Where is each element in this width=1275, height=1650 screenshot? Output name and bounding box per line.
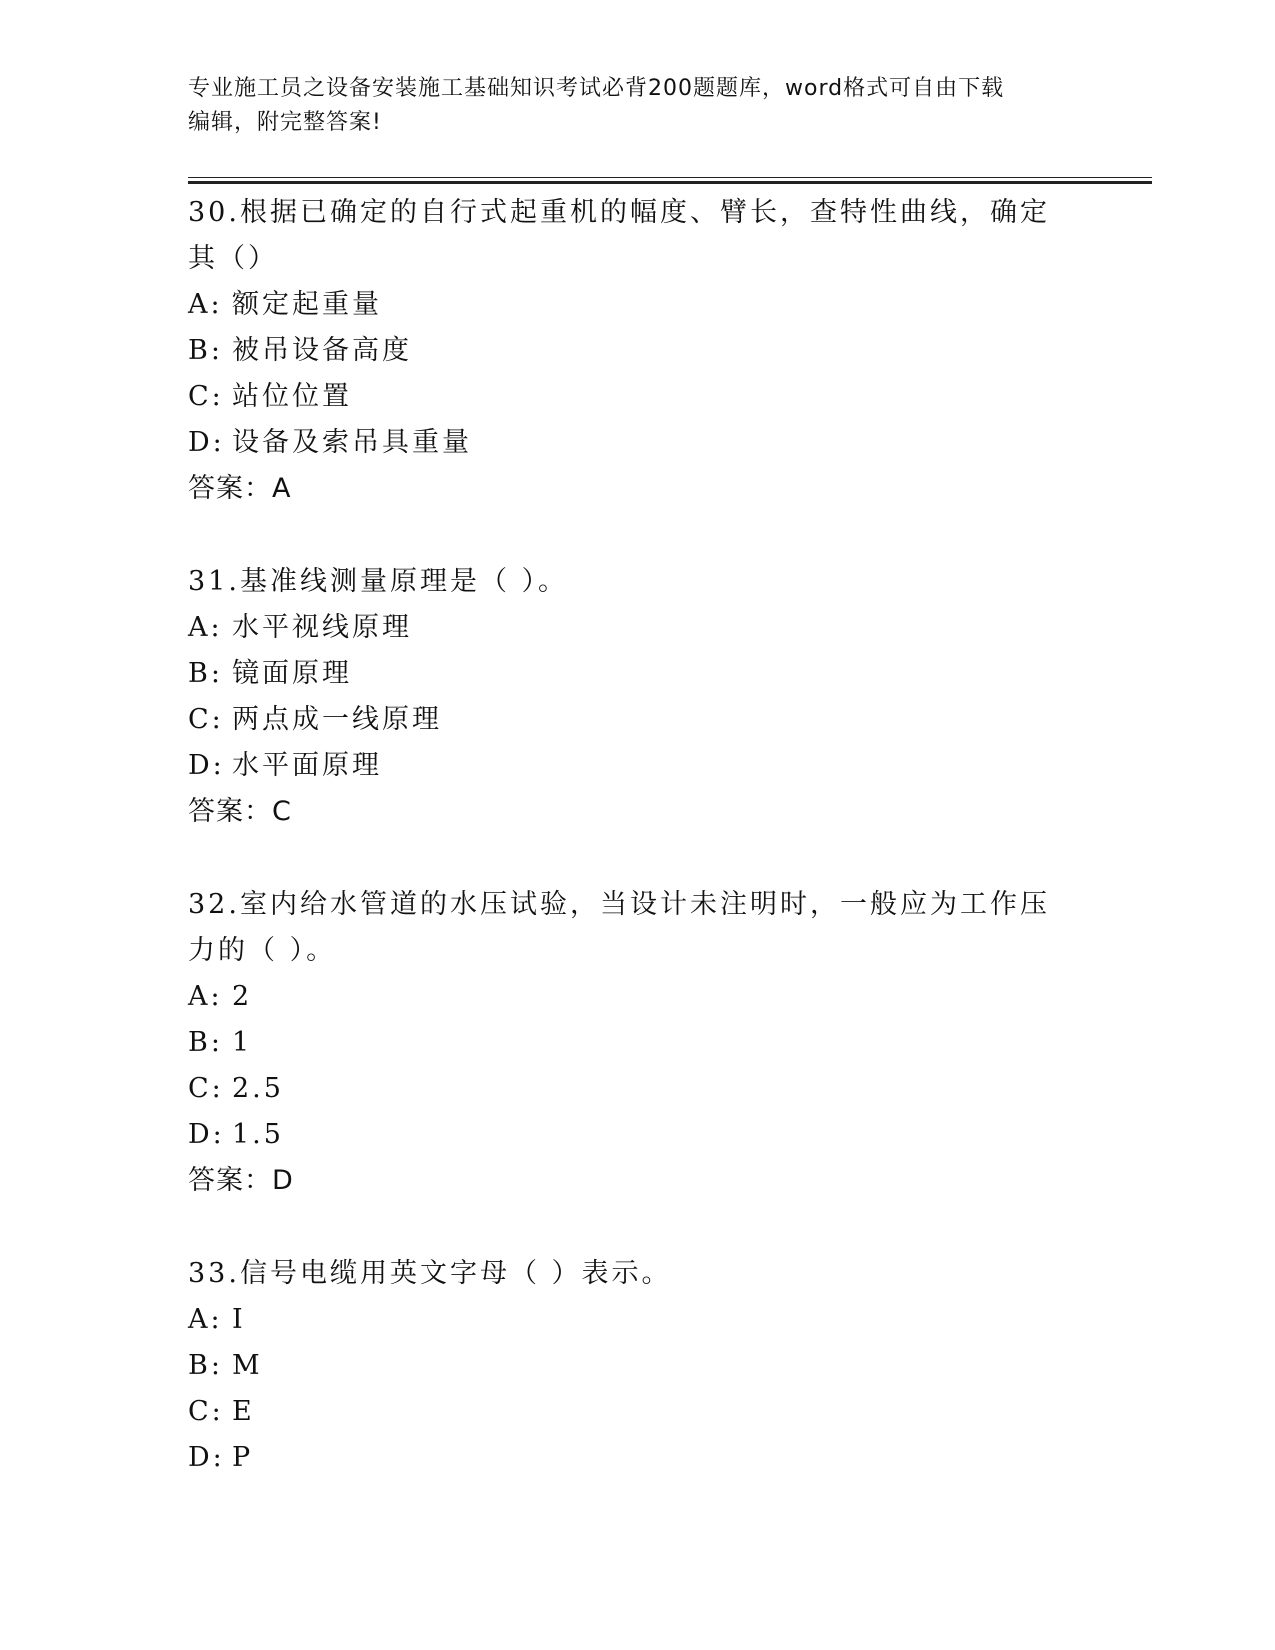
question-stem: 33.信号电缆用英文字母（ ）表示。 bbox=[188, 1258, 672, 1289]
answer-line: 答案：A bbox=[188, 473, 292, 504]
option-text: 2 bbox=[232, 981, 253, 1012]
option-text: I bbox=[232, 1304, 246, 1335]
option-key: B: bbox=[188, 658, 223, 689]
option-key: D: bbox=[188, 427, 225, 458]
option-b bbox=[188, 651, 1088, 697]
option-d bbox=[188, 420, 1088, 466]
option-b bbox=[188, 328, 1088, 374]
option-text: 1 bbox=[232, 1027, 253, 1058]
option-a bbox=[188, 282, 1088, 328]
option-key: B: bbox=[188, 1350, 223, 1381]
question-30 bbox=[188, 190, 1088, 512]
answer-line: 答案：C bbox=[188, 796, 292, 827]
option-d bbox=[188, 1112, 1088, 1158]
option-key: D: bbox=[188, 1119, 225, 1150]
option-d bbox=[188, 743, 1088, 789]
option-text: 被吊设备高度 bbox=[232, 335, 412, 366]
question-stem: 32.室内给水管道的水压试验，当设计未注明时，一般应为工作压力的（ ）。 bbox=[188, 889, 1050, 966]
option-b bbox=[188, 1343, 1088, 1389]
header-divider-thin bbox=[188, 177, 1152, 178]
option-text: 站位位置 bbox=[232, 381, 352, 412]
option-text: P bbox=[232, 1442, 254, 1473]
option-text: 1.5 bbox=[232, 1119, 284, 1150]
option-key: C: bbox=[188, 381, 224, 412]
header-title-line-1: 专业施工员之设备安装施工基础知识考试必背200题题库，word格式可自由下载 bbox=[188, 76, 1005, 101]
document-header bbox=[188, 72, 1068, 140]
option-c bbox=[188, 374, 1088, 420]
option-c bbox=[188, 1389, 1088, 1435]
option-key: D: bbox=[188, 750, 225, 781]
option-key: C: bbox=[188, 1396, 224, 1427]
option-d bbox=[188, 1435, 1088, 1481]
option-text: 设备及索吊具重量 bbox=[232, 427, 472, 458]
option-key: D: bbox=[188, 1442, 225, 1473]
question-stem: 30.根据已确定的自行式起重机的幅度、臂长，查特性曲线，确定其（） bbox=[188, 197, 1050, 274]
option-text: 水平视线原理 bbox=[232, 612, 412, 643]
option-a bbox=[188, 1297, 1088, 1343]
question-stem: 31.基准线测量原理是（ ）。 bbox=[188, 566, 569, 597]
option-key: C: bbox=[188, 704, 224, 735]
option-key: A: bbox=[188, 289, 223, 320]
option-c bbox=[188, 697, 1088, 743]
question-33 bbox=[188, 1251, 1088, 1481]
option-text: 水平面原理 bbox=[232, 750, 382, 781]
option-text: E bbox=[232, 1396, 255, 1427]
option-key: C: bbox=[188, 1073, 224, 1104]
option-key: A: bbox=[188, 981, 223, 1012]
option-text: 额定起重量 bbox=[232, 289, 382, 320]
option-text: 2.5 bbox=[232, 1073, 284, 1104]
header-title-line-2: 编辑，附完整答案! bbox=[188, 110, 382, 135]
option-b bbox=[188, 1020, 1088, 1066]
option-key: B: bbox=[188, 1027, 223, 1058]
option-key: A: bbox=[188, 1304, 223, 1335]
question-list bbox=[188, 190, 1088, 1528]
header-divider-thick bbox=[188, 181, 1152, 184]
answer-line: 答案：D bbox=[188, 1165, 294, 1196]
question-32 bbox=[188, 882, 1088, 1204]
option-c bbox=[188, 1066, 1088, 1112]
option-text: 镜面原理 bbox=[232, 658, 352, 689]
option-key: A: bbox=[188, 612, 223, 643]
option-a bbox=[188, 974, 1088, 1020]
option-text: 两点成一线原理 bbox=[232, 704, 442, 735]
option-key: B: bbox=[188, 335, 223, 366]
question-31 bbox=[188, 559, 1088, 835]
option-text: M bbox=[232, 1350, 263, 1381]
option-a bbox=[188, 605, 1088, 651]
